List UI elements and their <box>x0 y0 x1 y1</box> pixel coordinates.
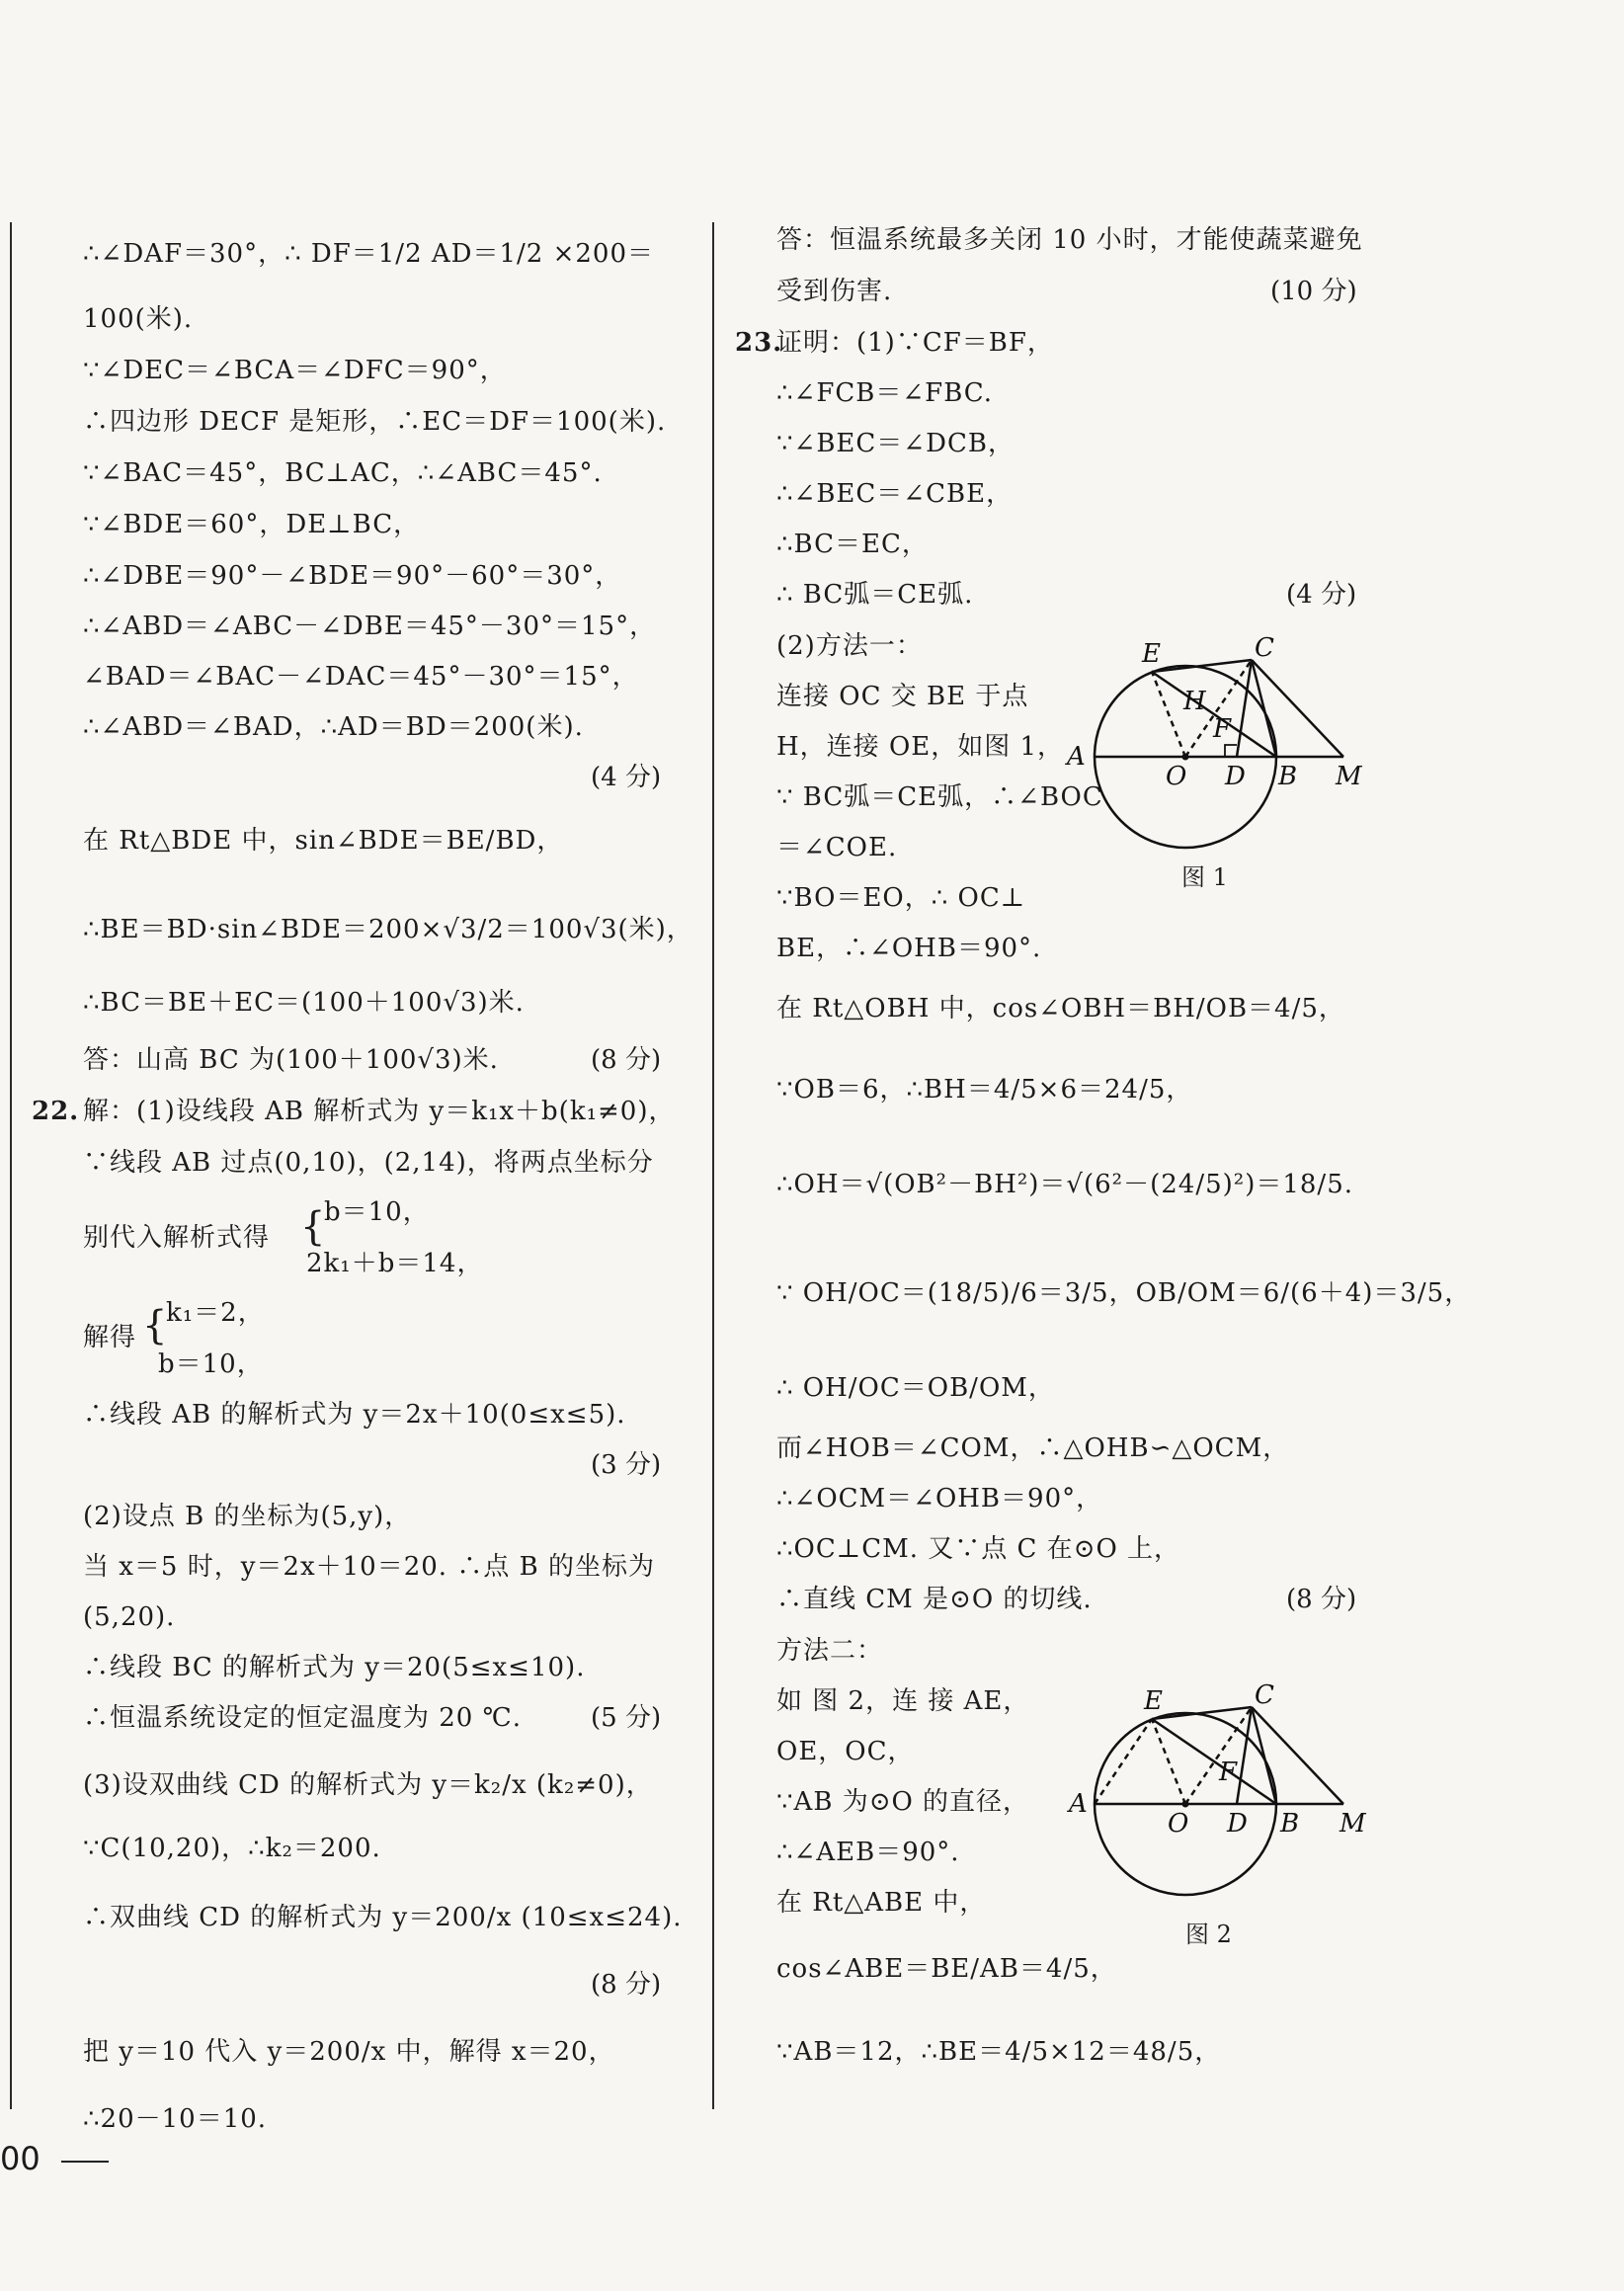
text-line: ∴恒温系统设定的恒定温度为 20 ℃. <box>83 1703 522 1733</box>
text-line: ∴直线 CM 是⊙O 的切线. <box>776 1585 1093 1614</box>
text-line: 答：山高 BC 为(100＋100√3)米. <box>83 1045 499 1075</box>
figure-1-label: D <box>1225 762 1246 791</box>
column-divider <box>712 222 714 2109</box>
text-line: ∴∠DBE＝90°－∠BDE＝90°－60°＝30°， <box>83 561 622 591</box>
score-mark: (5 分) <box>591 1703 662 1733</box>
text-line: cos∠ABE＝BE/AB＝4/5， <box>776 1954 1117 1984</box>
text-line: (5,20). <box>83 1602 176 1632</box>
figure-2-label: M <box>1340 1809 1366 1839</box>
text-line: 受到伤害. <box>776 277 893 306</box>
page-left-rule <box>10 222 12 2109</box>
text-line: 2k₁＋b＝14， <box>306 1249 484 1278</box>
figure-2-caption: 图 2 <box>1185 1921 1232 1948</box>
score-mark: (3 分) <box>591 1450 662 1480</box>
text-line: ∴OC⊥CM. 又∵点 C 在⊙O 上， <box>776 1534 1181 1564</box>
question-number: 22. <box>32 1097 80 1126</box>
text-line: 当 x＝5 时，y＝2x＋10＝20. ∴点 B 的坐标为 <box>83 1552 655 1582</box>
text-line: ∴线段 BC 的解析式为 y＝20(5≤x≤10). <box>83 1653 586 1682</box>
text-line: ∴双曲线 CD 的解析式为 y＝200/x (10≤x≤24). <box>83 1903 683 1932</box>
figure-2 <box>1057 1674 1383 1921</box>
text-line: b＝10， <box>158 1350 264 1379</box>
figure-1-caption: 图 1 <box>1181 863 1228 891</box>
text-line: ∴四边形 DECF 是矩形，∴EC＝DF＝100(米). <box>83 407 667 437</box>
text-line: 在 Rt△BDE 中，sin∠BDE＝BE/BD， <box>83 826 564 856</box>
text-line: ∵∠BAC＝45°，BC⊥AC，∴∠ABC＝45°. <box>83 458 603 488</box>
text-line: ∵AB 为⊙O 的直径， <box>776 1787 1030 1817</box>
score-mark: (4 分) <box>1286 580 1357 610</box>
text-line: ∴∠DAF＝30°，∴ DF＝1/2 AD＝1/2 ×200＝ <box>83 239 655 269</box>
brace: { <box>142 1303 169 1349</box>
text-line: 在 Rt△OBH 中，cos∠OBH＝BH/OB＝4/5， <box>776 994 1345 1023</box>
figure-2-label: C <box>1255 1680 1274 1710</box>
text-line: OE，OC， <box>776 1737 915 1766</box>
figure-2-label: E <box>1144 1686 1163 1716</box>
score-mark: (8 分) <box>591 1970 662 2000</box>
text-line: 方法二： <box>776 1636 884 1666</box>
score-mark: (8 分) <box>591 1045 662 1075</box>
text-line: 答：恒温系统最多关闭 10 小时，才能使蔬菜避免 <box>776 225 1363 255</box>
figure-2-label: O <box>1168 1809 1189 1839</box>
text-line: ∵∠BDE＝60°，DE⊥BC， <box>83 510 421 539</box>
score-mark: (4 分) <box>591 763 662 792</box>
text-line: (3)设双曲线 CD 的解析式为 y＝k₂/x (k₂≠0)， <box>83 1770 653 1800</box>
text-line: ∴20－10＝10. <box>83 2104 268 2134</box>
text-line: ∵ OH/OC＝(18/5)/6＝3/5，OB/OM＝6/(6＋4)＝3/5， <box>776 1278 1472 1308</box>
text-line: 而∠HOB＝∠COM，∴△OHB∽△OCM， <box>776 1433 1290 1463</box>
text-line: ∴ BC弧＝CE弧. <box>776 580 974 610</box>
text-line: ∠BAD＝∠BAC－∠DAC＝45°－30°＝15°， <box>83 662 639 692</box>
page-number-dash <box>61 2161 109 2163</box>
text-line: ∴ OH/OC＝OB/OM， <box>776 1373 1055 1403</box>
figure-2-label: B <box>1280 1809 1300 1839</box>
text-line: 连接 OC 交 BE 于点 <box>776 682 1029 711</box>
figure-2-label: D <box>1227 1809 1248 1839</box>
text-line: ∵∠DEC＝∠BCA＝∠DFC＝90°， <box>83 356 507 385</box>
score-mark: (10 分) <box>1270 277 1357 306</box>
figure-2-label: F <box>1219 1758 1238 1787</box>
text-line: ∴BC＝BE＋EC＝(100＋100√3)米. <box>83 988 525 1018</box>
text-line: 证明：(1)∵CF＝BF， <box>776 328 1054 358</box>
text-line: ∴∠BEC＝∠CBE， <box>776 479 1014 509</box>
text-line: ∵BO＝EO，∴ OC⊥ <box>776 883 1026 913</box>
text-line: ∴∠ABD＝∠BAD，∴AD＝BD＝200(米). <box>83 712 584 742</box>
text-line: 如 图 2，连 接 AE， <box>776 1686 1030 1716</box>
brace: { <box>300 1204 327 1250</box>
figure-1-label: O <box>1166 762 1187 791</box>
text-line: k₁＝2， <box>166 1298 265 1328</box>
text-line: 别代入解析式得 <box>83 1223 271 1253</box>
text-line: b＝10， <box>324 1197 430 1227</box>
figure-1-label: C <box>1255 633 1274 663</box>
text-line: ∵OB＝6，∴BH＝4/5×6＝24/5， <box>776 1075 1193 1105</box>
figure-1-label: H <box>1183 687 1206 716</box>
text-line: ∴∠ABD＝∠ABC－∠DBE＝45°－30°＝15°， <box>83 612 657 641</box>
text-line: ∵∠BEC＝∠DCB， <box>776 429 1015 458</box>
text-line: H，连接 OE，如图 1， <box>776 732 1065 762</box>
text-line: 解得 <box>83 1323 137 1352</box>
text-line: ∴∠AEB＝90°. <box>776 1838 960 1867</box>
text-line: ∴∠FCB＝∠FBC. <box>776 378 994 408</box>
text-line: ∵线段 AB 过点(0,10)，(2,14)，将两点坐标分 <box>83 1148 654 1178</box>
text-line: 100(米). <box>83 304 194 334</box>
figure-1-label: E <box>1142 639 1161 669</box>
text-line: ∴线段 AB 的解析式为 y＝2x＋10(0≤x≤5). <box>83 1400 626 1430</box>
figure-1-label: A <box>1067 742 1086 772</box>
question-number: 23. <box>735 328 783 358</box>
text-line: 在 Rt△ABE 中， <box>776 1888 987 1918</box>
text-line: ∵AB＝12，∴BE＝4/5×12＝48/5， <box>776 2037 1222 2067</box>
text-line: 把 y＝10 代入 y＝200/x 中，解得 x＝20， <box>83 2037 615 2067</box>
text-line: ∵C(10,20)，∴k₂＝200. <box>83 1834 381 1863</box>
text-line: 解：(1)设线段 AB 解析式为 y＝k₁x＋b(k₁≠0)， <box>83 1097 676 1126</box>
score-mark: (8 分) <box>1286 1585 1357 1614</box>
text-line: ∴OH＝√(OB²－BH²)＝√(6²－(24/5)²)＝18/5. <box>776 1170 1353 1199</box>
text-line: ＝∠COE. <box>776 833 898 862</box>
figure-1-label: B <box>1278 762 1298 791</box>
text-line: ∴BC＝EC， <box>776 530 929 559</box>
figure-1-label: M <box>1336 762 1362 791</box>
figure-1-label: F <box>1213 714 1232 744</box>
text-line: BE，∴∠OHB＝90°. <box>776 934 1042 963</box>
figure-2-label: A <box>1069 1789 1088 1819</box>
page-number: 00 <box>0 2140 41 2177</box>
text-line: (2)方法一： <box>776 631 923 661</box>
text-line: (2)设点 B 的坐标为(5,y)， <box>83 1502 412 1531</box>
text-line: ∵ BC弧＝CE弧，∴∠BOC <box>776 782 1103 812</box>
text-line: ∴BE＝BD·sin∠BDE＝200×√3/2＝100√3(米)， <box>83 915 693 944</box>
text-line: ∴∠OCM＝∠OHB＝90°， <box>776 1484 1103 1514</box>
